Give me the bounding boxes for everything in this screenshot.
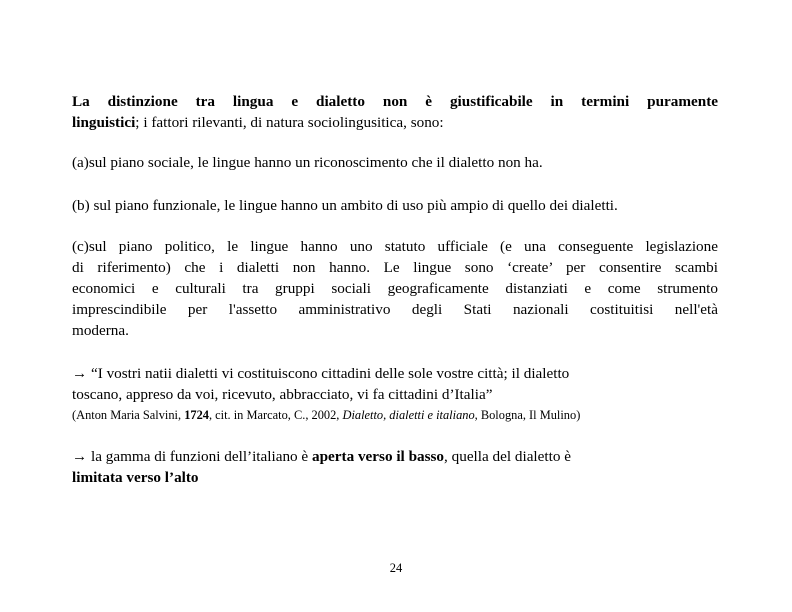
conclusion-bold-open: aperta verso il basso — [311, 448, 445, 465]
point-c-line: di riferimento) che i dialetti non hanno. Le lingue sono ‘create’ per consentire scambi — [72, 259, 718, 276]
point-c-line: imprescindibile per l'assetto amministrativo degli Stati nazionali costituitisi nell'età — [72, 301, 718, 318]
conclusion-paragraph: → la gamma di funzioni dell’italiano è aperta verso il basso, quella del dialetto è limitata verso l’alto — [72, 448, 571, 486]
intro-bold-term: linguistici — [72, 114, 136, 131]
intro-bold-line: La distinzione tra lingua e dialetto non è giustificabile in termini puramente — [72, 93, 718, 110]
point-c-paragraph — [72, 236, 718, 341]
conclusion-bold-limited: limitata verso l’alto — [72, 469, 199, 486]
point-c-line: moderna. — [72, 322, 129, 339]
point-b-text: (b) sul piano funzionale, le lingue hanno un ambito di uso più ampio di quello dei dialetti. — [72, 197, 618, 214]
point-c-line: (c)sul piano politico, le lingue hanno uno statuto ufficiale (e una conseguente legislazione — [72, 238, 718, 255]
citation-title: Dialetto, dialetti e italiano — [342, 408, 475, 422]
intro-rest-text: ; i fattori rilevanti, di natura sociolingusitica, sono: — [135, 114, 444, 131]
quote-paragraph — [72, 363, 718, 405]
point-b-paragraph — [72, 195, 718, 216]
citation: (Anton Maria Salvini, 1724, cit. in Marcato, C., 2002, Dialetto, dialetti e italiano, Bologna, Il Mulino) — [72, 408, 581, 422]
point-a-paragraph — [72, 152, 718, 173]
citation-year: 1724 — [184, 408, 209, 422]
intro-paragraph — [72, 91, 718, 133]
point-c-line: economici e culturali tra gruppi sociali geograficamente distanziati e come strumento — [72, 280, 718, 297]
quote-line: → “I vostri natii dialetti vi costituiscono cittadini delle sole vostre città; il dialetto — [72, 365, 570, 382]
quote-line: toscano, appreso da voi, ricevuto, abbracciato, vi fa cittadini d’Italia” — [72, 386, 493, 403]
page-number: 24 — [389, 561, 403, 575]
point-a-text: (a)sul piano sociale, le lingue hanno un riconoscimento che il dialetto non ha. — [72, 154, 543, 171]
